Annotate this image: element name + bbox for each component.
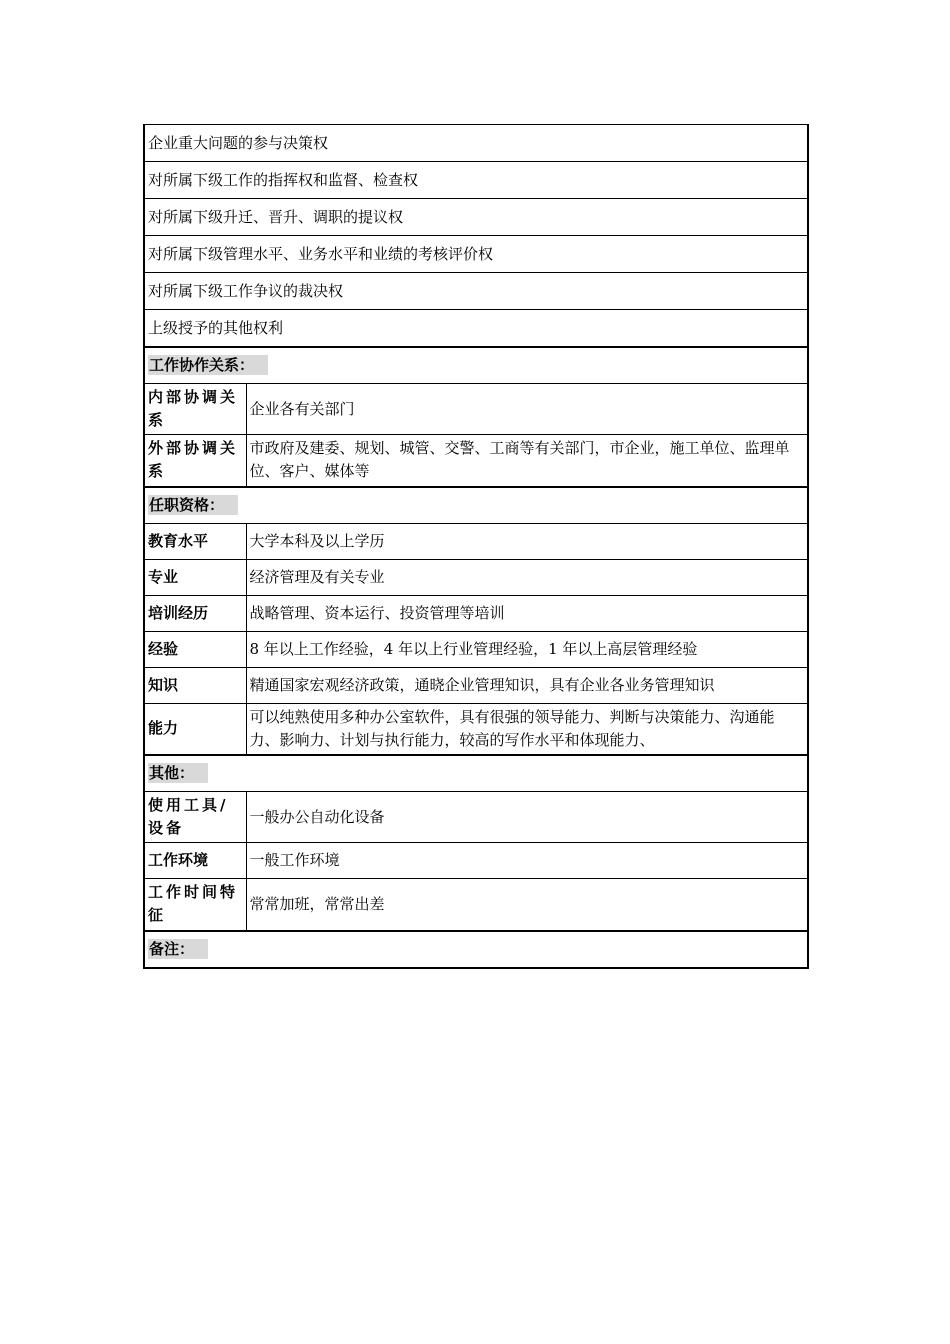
environment-value: 一般工作环境 [246, 843, 808, 879]
table-row [144, 879, 808, 931]
job-description-table [143, 124, 809, 969]
knowledge-label: 知识 [144, 667, 246, 703]
right-item: 对所属下级工作的指挥权和监督、检查权 [144, 162, 808, 199]
training-value: 战略管理、资本运行、投资管理等培训 [246, 595, 808, 631]
table-row [144, 435, 808, 487]
table-row [144, 384, 808, 435]
major-label: 专业 [144, 559, 246, 595]
table-row [144, 631, 808, 667]
right-item: 对所属下级工作争议的裁决权 [144, 273, 808, 310]
ability-label: 能力 [144, 703, 246, 755]
table-row [144, 523, 808, 559]
rights-row [144, 273, 808, 310]
section-title: 工作协作关系： [148, 355, 268, 375]
table-row [144, 792, 808, 843]
rights-row [144, 199, 808, 236]
internal-coordination-label: 内部协调关系 [144, 384, 246, 435]
section-cooperation [144, 347, 808, 384]
section-title: 其他： [148, 763, 208, 783]
right-item: 上级授予的其他权利 [144, 310, 808, 348]
table-row [144, 559, 808, 595]
rights-row [144, 125, 808, 162]
right-item: 企业重大问题的参与决策权 [144, 125, 808, 162]
experience-label: 经验 [144, 631, 246, 667]
table-row [144, 703, 808, 755]
internal-coordination-value: 企业各有关部门 [246, 384, 808, 435]
tools-label: 使用工具/设备 [144, 792, 246, 843]
education-value: 大学本科及以上学历 [246, 523, 808, 559]
table-row [144, 667, 808, 703]
section-title: 任职资格： [148, 495, 238, 515]
right-item: 对所属下级管理水平、业务水平和业绩的考核评价权 [144, 236, 808, 273]
experience-value: 8 年以上工作经验，4 年以上行业管理经验，1 年以上高层管理经验 [246, 631, 808, 667]
work-time-value: 常常加班，常常出差 [246, 879, 808, 931]
section-title: 备注： [148, 939, 208, 959]
tools-value: 一般办公自动化设备 [246, 792, 808, 843]
table-row [144, 843, 808, 879]
rights-row [144, 236, 808, 273]
external-coordination-label: 外部协调关系 [144, 435, 246, 487]
section-qualifications [144, 487, 808, 524]
training-label: 培训经历 [144, 595, 246, 631]
external-coordination-value: 市政府及建委、规划、城管、交警、工商等有关部门，市企业，施工单位、监理单位、客户、媒体等 [246, 435, 808, 487]
education-label: 教育水平 [144, 523, 246, 559]
ability-value: 可以纯熟使用多种办公室软件，具有很强的领导能力、判断与决策能力、沟通能力、影响力、计划与执行能力，较高的写作水平和体现能力、 [246, 703, 808, 755]
work-time-label: 工作时间特征 [144, 879, 246, 931]
right-item: 对所属下级升迁、晋升、调职的提议权 [144, 199, 808, 236]
knowledge-value: 精通国家宏观经济政策，通晓企业管理知识，具有企业各业务管理知识 [246, 667, 808, 703]
section-notes [144, 931, 808, 968]
section-other [144, 755, 808, 792]
table-row [144, 595, 808, 631]
environment-label: 工作环境 [144, 843, 246, 879]
rights-row [144, 310, 808, 348]
rights-row [144, 162, 808, 199]
major-value: 经济管理及有关专业 [246, 559, 808, 595]
